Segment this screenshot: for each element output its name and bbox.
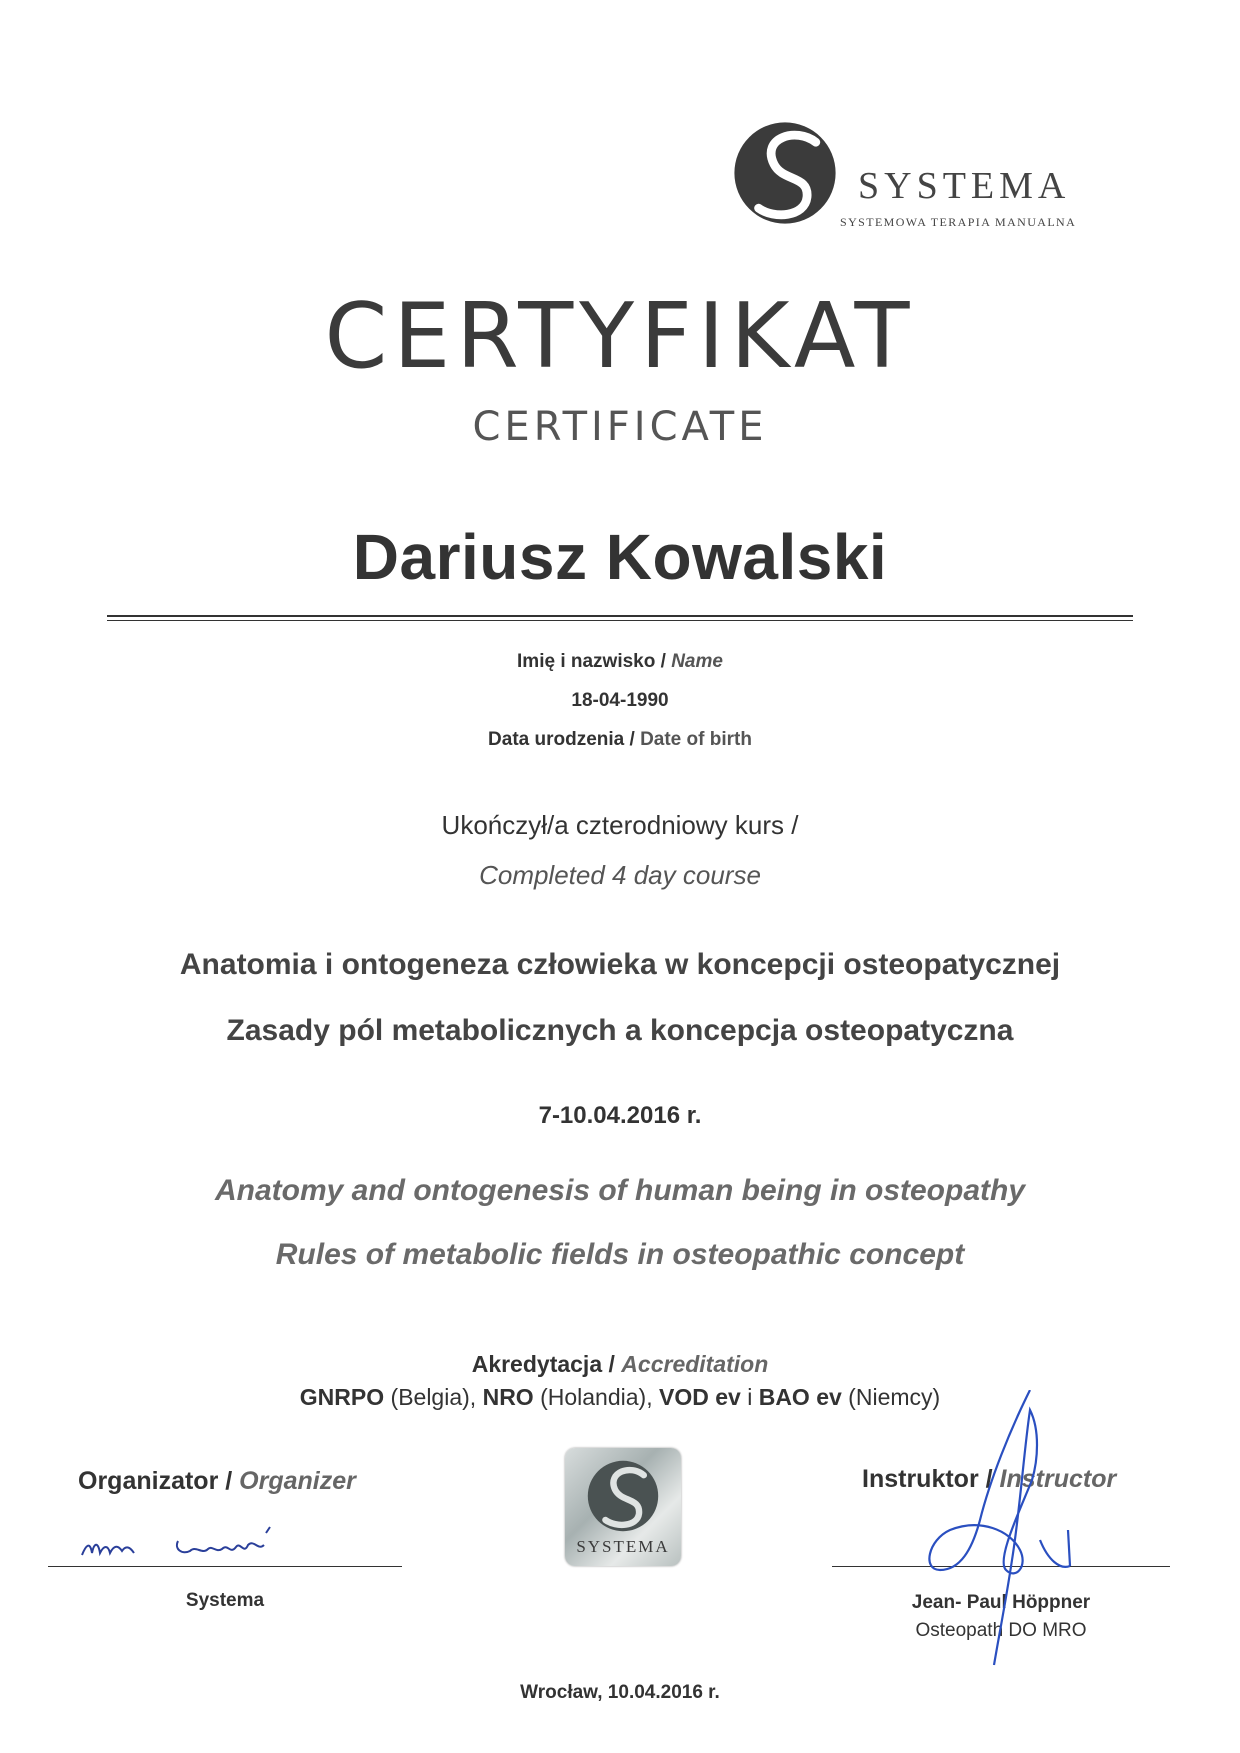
birth-date: 18-04-1990 (571, 690, 669, 711)
accreditation-label (0, 1353, 1240, 1376)
instructor-label-en: Instructor (999, 1465, 1117, 1493)
completion-text-pl: Ukończył/a czterodniowy kurs / (441, 810, 799, 840)
course-dates: 7-10.04.2016 r. (538, 1102, 702, 1129)
instructor-label-pl: Instruktor / (862, 1465, 1000, 1493)
name-label (0, 652, 1240, 671)
organizer-label-en: Organizer (239, 1467, 356, 1495)
organizer-signature-line (48, 1566, 402, 1567)
instructor-title: Osteopath DO MRO (915, 1620, 1087, 1641)
recipient-name: Dariusz Kowalski (352, 521, 888, 593)
accreditation-label-pl: Akredytacja / (471, 1351, 622, 1377)
accr-org-vod: VOD ev (658, 1384, 741, 1410)
accreditation-label-en: Accreditation (621, 1351, 769, 1377)
instructor-name: Jean- Paul Höppner (911, 1592, 1091, 1613)
birth-label-pl: Data urodzenia / (488, 729, 641, 750)
completion-text-en: Completed 4 day course (479, 860, 761, 890)
course-title-pl-2: Zasady pól metabolicznych a koncepcja osteopatyczna (226, 1014, 1014, 1047)
instructor-signature (920, 1390, 1090, 1670)
seal-wordmark: SYSTEMA (576, 1537, 670, 1556)
place-and-date: Wrocław, 10.04.2016 r. (520, 1682, 720, 1703)
seal-s-mark-icon (583, 1456, 663, 1536)
course-title-pl-1: Anatomia i ontogeneza człowieka w koncepcji osteopatycznej (179, 948, 1061, 981)
certificate-title-en: CERTIFICATE (472, 404, 768, 450)
systema-hologram-seal (565, 1448, 681, 1566)
accr-country-2: (Holandia), (533, 1384, 659, 1410)
name-label-pl: Imię i nazwisko / (517, 651, 672, 672)
organizer-name: Systema (185, 1590, 265, 1611)
course-title-en-2: Rules of metabolic fields in osteopathic concept (275, 1238, 965, 1271)
birth-label-en: Date of birth (640, 729, 752, 750)
organizer-label-pl: Organizator / (78, 1467, 240, 1495)
organizer-signature (78, 1515, 308, 1565)
accr-org-nro: NRO (482, 1384, 534, 1410)
certificate-title-pl: CERTYFIKAT (324, 284, 916, 389)
systema-s-mark-icon (730, 118, 840, 228)
accr-country-4: (Niemcy) (841, 1384, 941, 1410)
name-label-en: Name (671, 651, 723, 672)
logo-wordmark: SYSTEMA (858, 165, 1071, 207)
systema-logo (730, 118, 1090, 238)
accr-country-1: (Belgia), (384, 1384, 483, 1410)
birth-date-label (0, 730, 1240, 749)
accr-joiner: i (740, 1384, 759, 1410)
organizer-label (78, 1467, 356, 1496)
accr-org-gnrpo: GNRPO (299, 1384, 385, 1410)
course-title-en-1: Anatomy and ontogenesis of human being in osteopathy (214, 1174, 1026, 1207)
accr-org-bao: BAO ev (758, 1384, 842, 1410)
name-divider (107, 615, 1133, 621)
logo-tagline: SYSTEMOWA TERAPIA MANUALNA (840, 215, 1077, 229)
